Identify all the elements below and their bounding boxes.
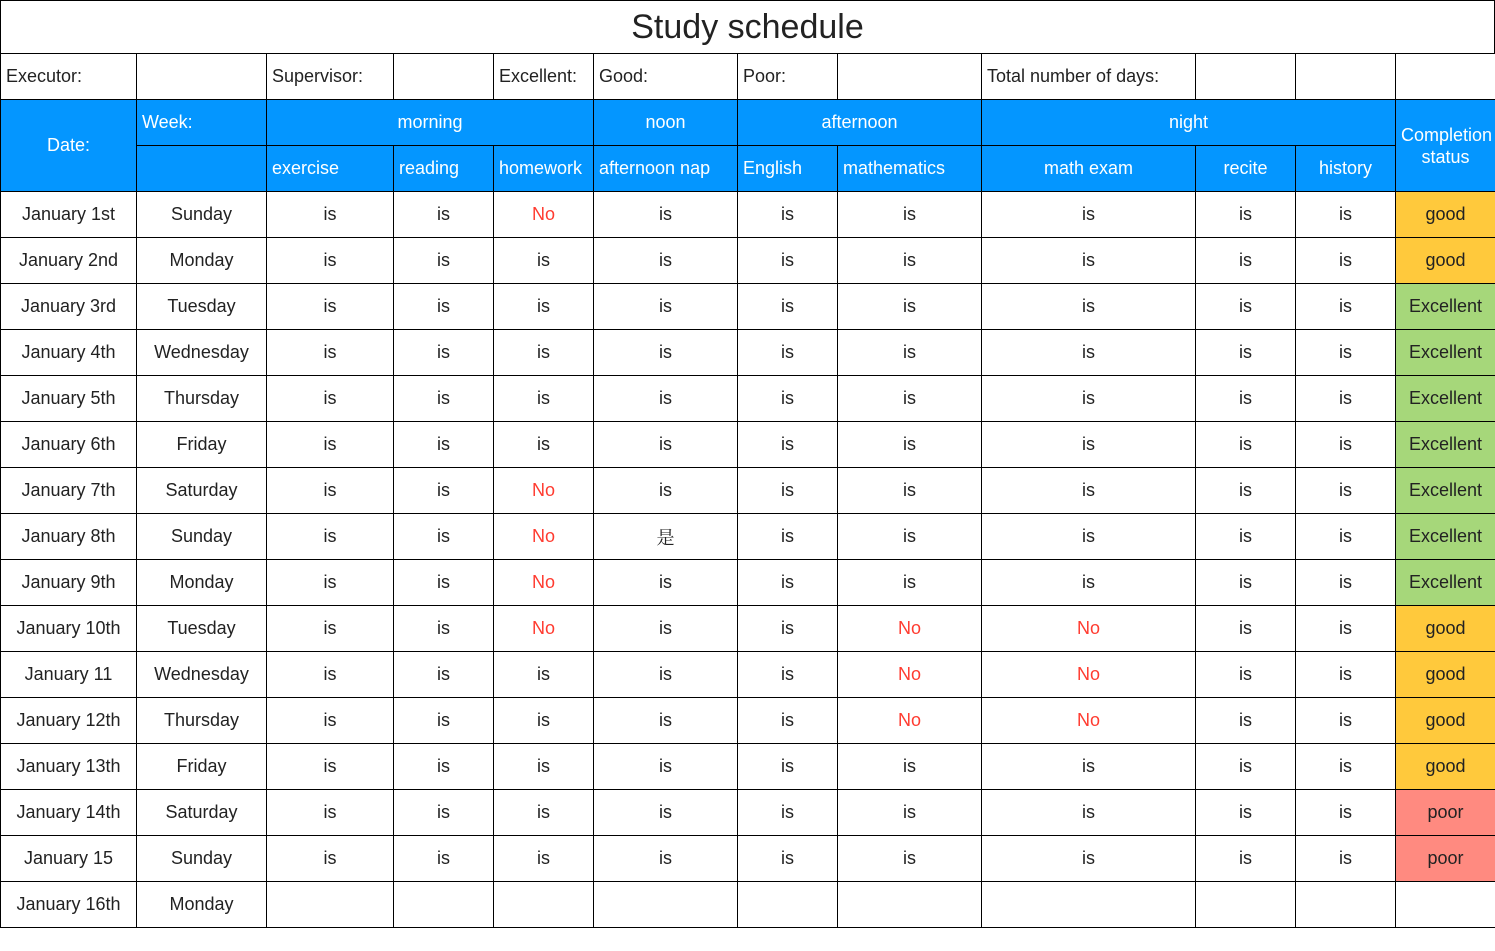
- task-cell[interactable]: is: [494, 376, 594, 422]
- task-cell[interactable]: is: [1296, 698, 1396, 744]
- task-cell[interactable]: is: [267, 376, 394, 422]
- task-cell[interactable]: is: [394, 468, 494, 514]
- task-cell[interactable]: is: [1296, 468, 1396, 514]
- week-cell[interactable]: Tuesday: [137, 284, 267, 330]
- table-row: [1, 652, 1495, 698]
- task-cell[interactable]: is: [738, 836, 838, 882]
- task-cell[interactable]: No: [838, 652, 982, 698]
- table-row: [1, 514, 1495, 560]
- status-cell[interactable]: Excellent: [1396, 376, 1495, 422]
- task-cell[interactable]: [494, 882, 594, 928]
- task-cell[interactable]: is: [982, 330, 1196, 376]
- task-cell[interactable]: is: [738, 698, 838, 744]
- header-week-blank: [137, 146, 267, 192]
- task-cell[interactable]: is: [982, 192, 1196, 238]
- task-cell[interactable]: is: [1296, 836, 1396, 882]
- task-cell[interactable]: is: [982, 238, 1196, 284]
- task-cell[interactable]: is: [1196, 744, 1296, 790]
- task-cell[interactable]: [1296, 882, 1396, 928]
- task-cell[interactable]: is: [494, 836, 594, 882]
- task-cell[interactable]: No: [494, 560, 594, 606]
- schedule-table: [0, 53, 1495, 928]
- week-cell[interactable]: Saturday: [137, 468, 267, 514]
- task-cell[interactable]: [1196, 882, 1296, 928]
- task-cell[interactable]: is: [267, 468, 394, 514]
- table-row: [1, 284, 1495, 330]
- week-cell[interactable]: Saturday: [137, 790, 267, 836]
- task-cell[interactable]: is: [982, 468, 1196, 514]
- header-completion-status: Completion status: [1396, 100, 1495, 192]
- header-subject-exercise: exercise: [267, 146, 394, 192]
- task-cell[interactable]: is: [494, 422, 594, 468]
- status-cell[interactable]: good: [1396, 238, 1495, 284]
- task-cell[interactable]: is: [982, 836, 1196, 882]
- header-group-night: night: [982, 100, 1396, 146]
- status-cell[interactable]: good: [1396, 744, 1495, 790]
- table-row: [1, 790, 1495, 836]
- task-cell[interactable]: is: [1296, 238, 1396, 284]
- task-cell[interactable]: is: [1296, 376, 1396, 422]
- status-cell[interactable]: [1396, 882, 1495, 928]
- date-cell[interactable]: January 6th: [1, 422, 137, 468]
- task-cell[interactable]: is: [838, 238, 982, 284]
- status-cell[interactable]: good: [1396, 698, 1495, 744]
- task-cell[interactable]: is: [738, 744, 838, 790]
- header-group-afternoon: afternoon: [738, 100, 982, 146]
- task-cell[interactable]: is: [1196, 698, 1296, 744]
- table-row: [1, 882, 1495, 928]
- task-cell[interactable]: is: [838, 744, 982, 790]
- task-cell[interactable]: is: [267, 836, 394, 882]
- date-cell[interactable]: January 8th: [1, 514, 137, 560]
- week-cell[interactable]: Monday: [137, 560, 267, 606]
- task-cell[interactable]: is: [838, 284, 982, 330]
- task-cell[interactable]: is: [738, 514, 838, 560]
- week-cell[interactable]: Monday: [137, 238, 267, 284]
- task-cell[interactable]: is: [1196, 514, 1296, 560]
- date-cell[interactable]: January 1st: [1, 192, 137, 238]
- task-cell[interactable]: is: [594, 790, 738, 836]
- task-cell[interactable]: is: [1196, 422, 1296, 468]
- task-cell[interactable]: is: [1196, 284, 1296, 330]
- task-cell[interactable]: is: [394, 560, 494, 606]
- task-cell[interactable]: is: [838, 192, 982, 238]
- table-row: [1, 560, 1495, 606]
- supervisor-label: Supervisor:: [267, 54, 394, 100]
- excellent-count-label: Excellent:: [494, 54, 594, 100]
- task-cell[interactable]: is: [267, 514, 394, 560]
- task-cell[interactable]: is: [1196, 652, 1296, 698]
- task-cell[interactable]: No: [494, 468, 594, 514]
- task-cell[interactable]: is: [738, 330, 838, 376]
- task-cell[interactable]: [838, 882, 982, 928]
- task-cell[interactable]: is: [494, 790, 594, 836]
- task-cell[interactable]: is: [738, 790, 838, 836]
- task-cell[interactable]: is: [738, 560, 838, 606]
- status-cell[interactable]: Excellent: [1396, 284, 1495, 330]
- status-cell[interactable]: Excellent: [1396, 468, 1495, 514]
- task-cell[interactable]: is: [494, 652, 594, 698]
- task-cell[interactable]: is: [394, 836, 494, 882]
- task-cell[interactable]: is: [982, 514, 1196, 560]
- week-cell[interactable]: Thursday: [137, 698, 267, 744]
- date-cell[interactable]: January 13th: [1, 744, 137, 790]
- task-cell[interactable]: is: [267, 744, 394, 790]
- task-cell[interactable]: is: [594, 238, 738, 284]
- table-row: [1, 422, 1495, 468]
- table-row: [1, 744, 1495, 790]
- date-cell[interactable]: January 10th: [1, 606, 137, 652]
- task-cell[interactable]: is: [982, 560, 1196, 606]
- task-cell[interactable]: is: [394, 422, 494, 468]
- task-cell[interactable]: is: [394, 330, 494, 376]
- task-cell[interactable]: is: [1296, 422, 1396, 468]
- week-cell[interactable]: Sunday: [137, 514, 267, 560]
- table-row: [1, 606, 1495, 652]
- task-cell[interactable]: [738, 882, 838, 928]
- task-cell[interactable]: is: [1296, 514, 1396, 560]
- info-empty-cell[interactable]: [1296, 54, 1396, 100]
- header-subject-english: English: [738, 146, 838, 192]
- task-cell[interactable]: No: [494, 192, 594, 238]
- task-cell[interactable]: is: [838, 790, 982, 836]
- task-cell[interactable]: is: [267, 652, 394, 698]
- task-cell[interactable]: is: [594, 836, 738, 882]
- task-cell[interactable]: is: [394, 238, 494, 284]
- task-cell[interactable]: is: [267, 606, 394, 652]
- week-cell[interactable]: Sunday: [137, 836, 267, 882]
- task-cell[interactable]: is: [982, 284, 1196, 330]
- task-cell[interactable]: is: [1296, 330, 1396, 376]
- week-cell[interactable]: Tuesday: [137, 606, 267, 652]
- date-cell[interactable]: January 16th: [1, 882, 137, 928]
- task-cell[interactable]: is: [738, 284, 838, 330]
- task-cell[interactable]: is: [267, 284, 394, 330]
- date-cell[interactable]: January 3rd: [1, 284, 137, 330]
- task-cell[interactable]: is: [838, 330, 982, 376]
- header-row-groups: [1, 100, 1495, 146]
- status-cell[interactable]: good: [1396, 606, 1495, 652]
- status-cell[interactable]: good: [1396, 652, 1495, 698]
- task-cell[interactable]: No: [838, 698, 982, 744]
- info-empty-cell[interactable]: [1396, 54, 1495, 100]
- task-cell[interactable]: is: [738, 468, 838, 514]
- task-cell[interactable]: is: [738, 422, 838, 468]
- task-cell[interactable]: is: [267, 790, 394, 836]
- table-row: [1, 698, 1495, 744]
- executor-value-cell[interactable]: [137, 54, 267, 100]
- task-cell[interactable]: is: [394, 192, 494, 238]
- task-cell[interactable]: is: [738, 606, 838, 652]
- task-cell[interactable]: is: [738, 376, 838, 422]
- executor-label: Executor:: [1, 54, 137, 100]
- total-days-value-cell[interactable]: [1196, 54, 1296, 100]
- task-cell[interactable]: is: [982, 744, 1196, 790]
- task-cell[interactable]: is: [594, 606, 738, 652]
- date-cell[interactable]: January 7th: [1, 468, 137, 514]
- status-cell[interactable]: Excellent: [1396, 422, 1495, 468]
- total-days-label: Total number of days:: [982, 54, 1196, 100]
- poor-value-cell[interactable]: [838, 54, 982, 100]
- task-cell[interactable]: is: [394, 376, 494, 422]
- date-cell[interactable]: January 15: [1, 836, 137, 882]
- task-cell[interactable]: is: [594, 376, 738, 422]
- task-cell[interactable]: is: [738, 192, 838, 238]
- sheet-title: Study schedule: [0, 0, 1495, 53]
- header-subject-afternoon-nap: afternoon nap: [594, 146, 738, 192]
- task-cell[interactable]: is: [594, 284, 738, 330]
- header-row-subjects: [1, 146, 1495, 192]
- task-cell[interactable]: No: [982, 652, 1196, 698]
- task-cell[interactable]: is: [594, 560, 738, 606]
- task-cell[interactable]: is: [1196, 836, 1296, 882]
- table-row: [1, 468, 1495, 514]
- status-cell[interactable]: Excellent: [1396, 514, 1495, 560]
- task-cell[interactable]: is: [267, 422, 394, 468]
- task-cell[interactable]: is: [982, 790, 1196, 836]
- task-cell[interactable]: is: [594, 192, 738, 238]
- task-cell[interactable]: is: [594, 468, 738, 514]
- task-cell[interactable]: is: [1196, 238, 1296, 284]
- table-row: [1, 836, 1495, 882]
- task-cell[interactable]: No: [982, 606, 1196, 652]
- date-cell[interactable]: January 9th: [1, 560, 137, 606]
- task-cell[interactable]: is: [1296, 790, 1396, 836]
- task-cell[interactable]: is: [838, 468, 982, 514]
- week-cell[interactable]: Thursday: [137, 376, 267, 422]
- task-cell[interactable]: is: [838, 422, 982, 468]
- task-cell[interactable]: is: [494, 330, 594, 376]
- date-cell[interactable]: January 12th: [1, 698, 137, 744]
- task-cell[interactable]: No: [982, 698, 1196, 744]
- table-row: [1, 192, 1495, 238]
- date-cell[interactable]: January 11: [1, 652, 137, 698]
- task-cell[interactable]: is: [267, 560, 394, 606]
- task-cell[interactable]: is: [1196, 606, 1296, 652]
- header-group-noon: noon: [594, 100, 738, 146]
- week-cell[interactable]: Wednesday: [137, 330, 267, 376]
- header-week: Week:: [137, 100, 267, 146]
- task-cell[interactable]: is: [494, 238, 594, 284]
- task-cell[interactable]: is: [594, 422, 738, 468]
- week-cell[interactable]: Sunday: [137, 192, 267, 238]
- task-cell[interactable]: [594, 882, 738, 928]
- task-cell[interactable]: is: [394, 790, 494, 836]
- task-cell[interactable]: is: [594, 330, 738, 376]
- task-cell[interactable]: is: [594, 698, 738, 744]
- task-cell[interactable]: is: [1296, 192, 1396, 238]
- task-cell[interactable]: No: [494, 514, 594, 560]
- task-cell[interactable]: [982, 882, 1196, 928]
- task-cell[interactable]: is: [1296, 652, 1396, 698]
- header-subject-mathematics: mathematics: [838, 146, 982, 192]
- task-cell[interactable]: is: [838, 376, 982, 422]
- header-subject-history: history: [1296, 146, 1396, 192]
- task-cell[interactable]: is: [394, 698, 494, 744]
- task-cell[interactable]: is: [494, 284, 594, 330]
- task-cell[interactable]: is: [494, 698, 594, 744]
- task-cell[interactable]: is: [1196, 790, 1296, 836]
- task-cell[interactable]: is: [394, 744, 494, 790]
- task-cell[interactable]: is: [494, 744, 594, 790]
- week-cell[interactable]: Friday: [137, 744, 267, 790]
- table-row: [1, 238, 1495, 284]
- task-cell[interactable]: is: [1196, 376, 1296, 422]
- status-cell[interactable]: Excellent: [1396, 560, 1495, 606]
- date-cell[interactable]: January 5th: [1, 376, 137, 422]
- task-cell[interactable]: is: [1196, 468, 1296, 514]
- header-subject-reading: reading: [394, 146, 494, 192]
- task-cell[interactable]: is: [838, 560, 982, 606]
- task-cell[interactable]: is: [838, 514, 982, 560]
- task-cell[interactable]: is: [982, 422, 1196, 468]
- task-cell[interactable]: is: [1296, 560, 1396, 606]
- task-cell[interactable]: is: [267, 330, 394, 376]
- date-cell[interactable]: January 2nd: [1, 238, 137, 284]
- supervisor-value-cell[interactable]: [394, 54, 494, 100]
- task-cell[interactable]: [394, 882, 494, 928]
- week-cell[interactable]: Friday: [137, 422, 267, 468]
- week-cell[interactable]: Monday: [137, 882, 267, 928]
- task-cell[interactable]: is: [1296, 606, 1396, 652]
- header-subject-math-exam: math exam: [982, 146, 1196, 192]
- status-cell[interactable]: poor: [1396, 836, 1495, 882]
- date-cell[interactable]: January 4th: [1, 330, 137, 376]
- status-cell[interactable]: good: [1396, 192, 1495, 238]
- status-cell[interactable]: poor: [1396, 790, 1495, 836]
- task-cell[interactable]: is: [394, 284, 494, 330]
- week-cell[interactable]: Wednesday: [137, 652, 267, 698]
- task-cell[interactable]: is: [1196, 330, 1296, 376]
- header-subject-homework: homework: [494, 146, 594, 192]
- task-cell[interactable]: is: [738, 652, 838, 698]
- task-cell[interactable]: is: [1296, 744, 1396, 790]
- table-row: [1, 376, 1495, 422]
- task-cell[interactable]: is: [1296, 284, 1396, 330]
- status-cell[interactable]: Excellent: [1396, 330, 1495, 376]
- task-cell[interactable]: No: [838, 606, 982, 652]
- task-cell[interactable]: is: [267, 698, 394, 744]
- header-subject-recite: recite: [1196, 146, 1296, 192]
- header-group-morning: morning: [267, 100, 594, 146]
- task-cell[interactable]: is: [594, 744, 738, 790]
- poor-count-label: Poor:: [738, 54, 838, 100]
- task-cell[interactable]: [267, 882, 394, 928]
- table-row: [1, 330, 1495, 376]
- task-cell[interactable]: No: [494, 606, 594, 652]
- task-cell[interactable]: is: [838, 836, 982, 882]
- task-cell[interactable]: is: [394, 652, 494, 698]
- task-cell[interactable]: is: [594, 652, 738, 698]
- task-cell[interactable]: is: [267, 192, 394, 238]
- task-cell[interactable]: 是: [594, 514, 738, 560]
- task-cell[interactable]: is: [982, 376, 1196, 422]
- good-count-label: Good:: [594, 54, 738, 100]
- task-cell[interactable]: is: [738, 238, 838, 284]
- date-cell[interactable]: January 14th: [1, 790, 137, 836]
- task-cell[interactable]: is: [1196, 192, 1296, 238]
- task-cell[interactable]: is: [394, 606, 494, 652]
- task-cell[interactable]: is: [1196, 560, 1296, 606]
- info-row: [1, 54, 1495, 100]
- task-cell[interactable]: is: [267, 238, 394, 284]
- header-date: Date:: [1, 100, 137, 192]
- task-cell[interactable]: is: [394, 514, 494, 560]
